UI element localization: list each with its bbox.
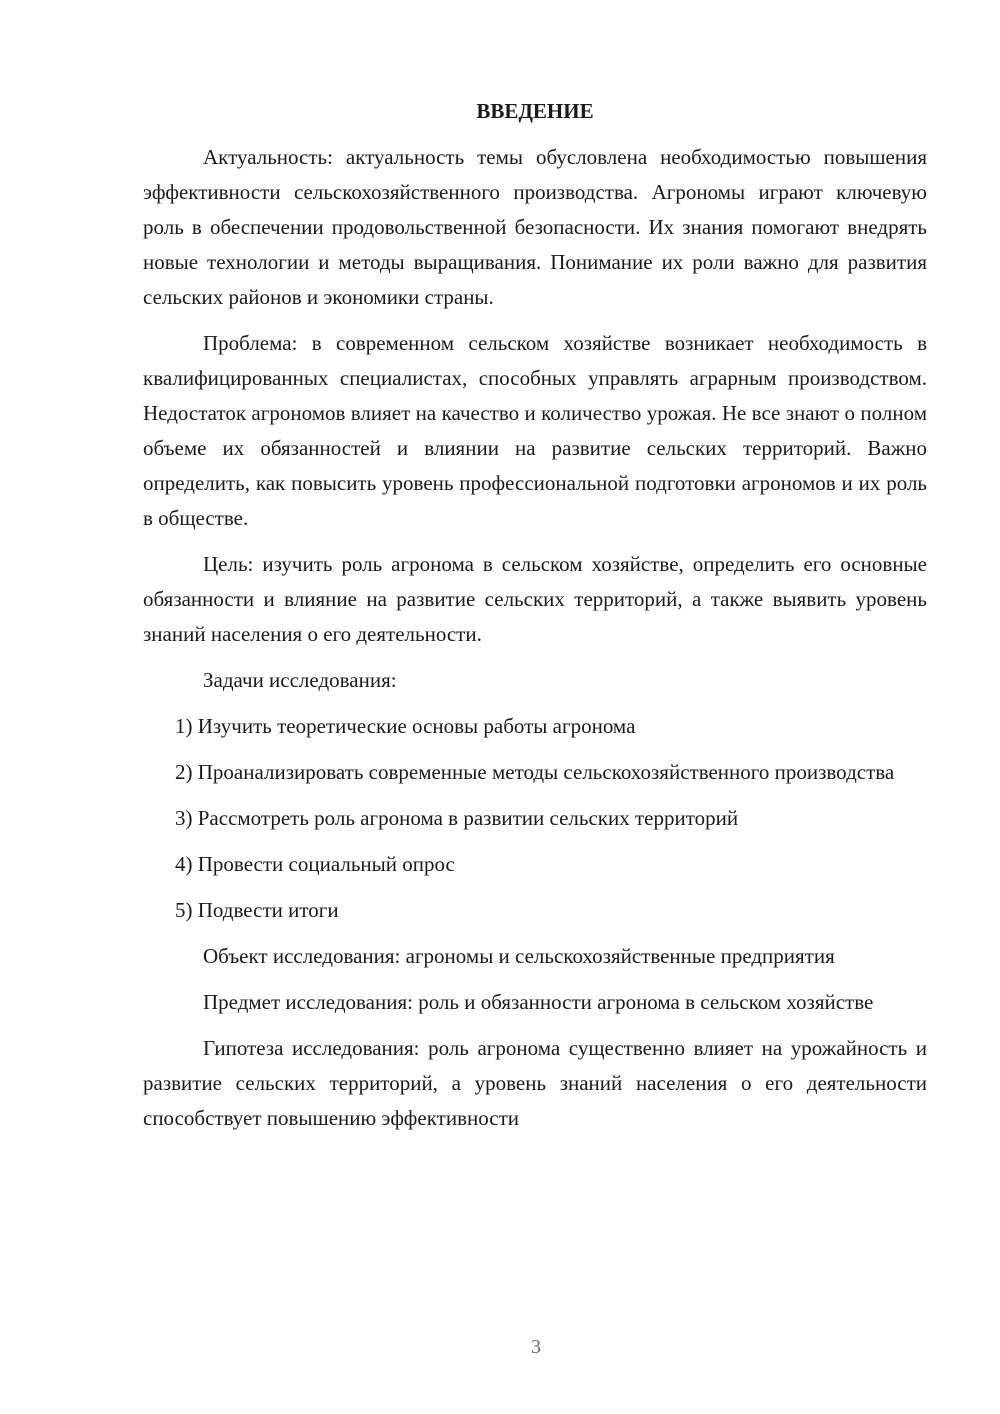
tasks-heading: Задачи исследования: xyxy=(203,668,397,692)
page-number: 3 xyxy=(531,1336,541,1358)
task-item-5: 5) Подвести итоги xyxy=(175,898,339,922)
problem-paragraph: Проблема: в современном сельском хозяйстве возникает необходимость в квалифицированных специалистах, способных управлять аграрным производством. Недостаток агрономов влияет на качество и количество урожая. Не все знают о полном объеме их обязанностей и влиянии на развитие сельских территорий. Важно определить, как повысить уровень профессиональной подготовки агрономов и их роль в обществе. xyxy=(143,331,927,530)
hypothesis-paragraph: Гипотеза исследования: роль агронома существенно влияет на урожайность и развитие сельских территорий, а уровень знаний населения о его деятельности способствует повышению эффективности xyxy=(143,1036,927,1130)
relevance-paragraph: Актуальность: актуальность темы обусловлена необходимостью повышения эффективности сельскохозяйственного производства. Агрономы играют ключевую роль в обеспечении продовольственной безопасности. Их знания помогают внедрять новые технологии и методы выращивания. Понимание их роли важно для развития сельских районов и экономики страны. xyxy=(143,145,927,309)
task-item-2: 2) Проанализировать современные методы сельскохозяйственного производства xyxy=(175,760,895,784)
goal-paragraph: Цель: изучить роль агронома в сельском хозяйстве, определить его основные обязанности и влияние на развитие сельских территорий, а также выявить уровень знаний населения о его деятельности. xyxy=(143,552,927,646)
task-item-1: 1) Изучить теоретические основы работы агронома xyxy=(175,714,636,738)
task-item-4: 4) Провести социальный опрос xyxy=(175,852,455,876)
object-paragraph: Объект исследования: агрономы и сельскохозяйственные предприятия xyxy=(203,944,835,968)
page-content xyxy=(143,94,927,1147)
section-title: ВВЕДЕНИЕ xyxy=(476,99,594,123)
task-item-3: 3) Рассмотреть роль агронома в развитии сельских территорий xyxy=(175,806,739,830)
subject-paragraph: Предмет исследования: роль и обязанности агронома в сельском хозяйстве xyxy=(203,990,874,1014)
